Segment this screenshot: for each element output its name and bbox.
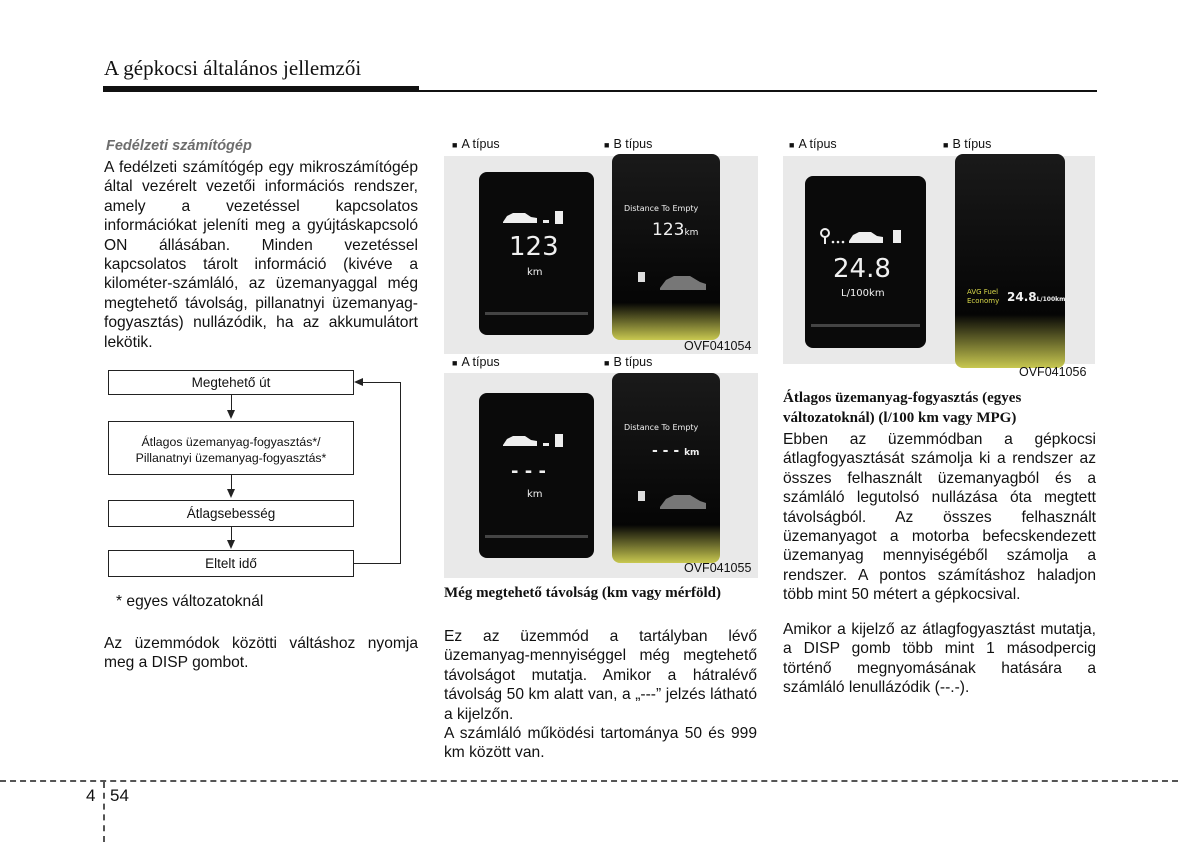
car-fuel-icon xyxy=(499,431,569,451)
figure-code: OVF041054 xyxy=(684,339,752,353)
type-a-label: ■ A típus xyxy=(452,355,500,369)
page-header-title: A gépkocsi általános jellemzői xyxy=(104,56,362,80)
figure-code: OVF041055 xyxy=(684,561,752,575)
flow-step-fuel-line2: Pillanatnyi üzemanyag-fogyasztás* xyxy=(135,451,327,465)
flow-step-elapsed-time xyxy=(108,550,354,577)
display-lower-bar xyxy=(485,535,588,538)
avg-fuel-label: AVG Fuel Economy xyxy=(967,288,1000,305)
flow-step-fuel-line1: Átlagos üzemanyag-fogyasztás*/ xyxy=(141,435,321,449)
display-type-b xyxy=(955,154,1065,368)
flow-return-line xyxy=(362,382,401,383)
disp-note: Az üzemmódok közötti váltáshoz nyomja meg a DISP gombot. xyxy=(104,635,418,672)
fuel-pump-icon xyxy=(638,491,645,501)
flow-step-avg-speed-label: Átlagsebesség xyxy=(186,506,276,521)
chapter-number: 4 xyxy=(86,786,96,805)
display-type-a xyxy=(479,172,594,335)
display-lower-bar xyxy=(485,312,588,315)
avg-fuel-subheading: Átlagos üzemanyag-fogyasztás (egyes változatoknál) (l/100 km vagy MPG) xyxy=(783,390,1022,426)
avg-fuel-value: 24.8 xyxy=(833,254,891,284)
car-fuel-icon xyxy=(499,208,569,228)
intro-paragraph: A fedélzeti számítógép egy mikroszámítógép által vezérelt vezetői információs rendszer, amely a vezetéssel kapcsolatos információkat jeleníti meg a gyújtáskapcsoló ON állásában. Minden vezetéssel kapcsolatos tárolt információ (kivéve a kilométer-számláló, az üzemanyaggal még megtehető távolság, pillanatnyi üzemanyag-fogyasztás) nullázódik, ha az akkumulátort lekötik. xyxy=(104,159,418,351)
avg-fuel-value: 24.8L/100km xyxy=(1007,290,1065,304)
footer-dashed-divider xyxy=(103,782,105,842)
distance-paragraph-2: A számláló működési tartománya 50 és 999 km között van. xyxy=(444,725,757,762)
avg-fuel-paragraph-1: Ebben az üzemmódban a gépkocsi átlagfogyasztását számolja ki a rendszer az összes felhasznált üzemanyagból és a számláló legutolsó nullázása óta megtett távolságból. Az összes felhasznált üzemanyagot a motorba befecskendezett üzemanyag mennyiségéből számolja a rendszer. A pontos számításhoz haladjon több mint 50 métert a gépkocsival. xyxy=(783,431,1096,604)
car-icon xyxy=(658,270,708,294)
car-icon xyxy=(658,489,708,513)
distance-value: - - - xyxy=(511,461,546,482)
display-type-a xyxy=(805,176,926,348)
avg-fuel-paragraph-2: Amikor a kijelző az átlagfogyasztást mutatja, a DISP gomb több mint 1 másodpercig történő megnyomásának hatására a számláló lenullázódik (--.-). xyxy=(783,621,1096,697)
key-car-fuel-icon xyxy=(819,226,909,246)
display-type-a xyxy=(479,393,594,558)
type-b-label: ■ B típus xyxy=(943,137,992,151)
flow-arrow-head xyxy=(227,540,235,549)
distance-paragraph-1: Ez az üzemmód a tartályban lévő üzemanyag-mennyiséggel még megtehető távolságot mutatja. Amikor a hátralévő távolság 50 km alatt van, a „---” jelzés látható a kijelzőn. xyxy=(444,628,757,723)
display-type-b xyxy=(612,373,720,563)
footer-dashed-rule xyxy=(0,780,1178,782)
flow-step-distance-label: Megtehető út xyxy=(191,375,271,390)
flow-arrow xyxy=(231,527,232,541)
distance-to-empty-label: Distance To Empty xyxy=(624,204,699,213)
page-number: 54 xyxy=(110,786,129,805)
flow-return-line xyxy=(400,382,401,564)
figure-code: OVF041056 xyxy=(1019,365,1087,379)
distance-value: 123km xyxy=(652,220,699,240)
flow-arrow-head xyxy=(227,489,235,498)
figure-avg-fuel xyxy=(783,136,1095,382)
flow-arrow xyxy=(231,475,232,490)
distance-value: 123 xyxy=(509,232,559,262)
fuel-pump-icon xyxy=(638,272,645,282)
header-rule-thick xyxy=(103,86,419,92)
flow-step-elapsed-time-label: Eltelt idő xyxy=(205,556,257,571)
flow-step-distance xyxy=(108,370,354,395)
flow-return-arrow-head xyxy=(354,378,363,386)
figure-distance-top xyxy=(444,136,758,354)
figure-distance-bottom xyxy=(444,355,758,578)
distance-to-empty-label: Distance To Empty xyxy=(624,423,699,432)
distance-unit: km xyxy=(527,267,543,278)
flow-arrow xyxy=(231,395,232,411)
footnote: * egyes változatoknál xyxy=(116,593,264,610)
type-a-label: ■ A típus xyxy=(789,137,837,151)
header-rule-thin xyxy=(419,90,1097,92)
section-heading: Fedélzeti számítógép xyxy=(106,138,252,154)
type-a-label: ■ A típus xyxy=(452,137,500,151)
distance-value: - - - km xyxy=(652,443,700,459)
avg-fuel-unit: L/100km xyxy=(841,288,885,299)
type-b-label: ■ B típus xyxy=(604,137,653,151)
flow-return-line xyxy=(354,563,401,564)
flow-step-avg-speed xyxy=(108,500,354,527)
flow-arrow-head xyxy=(227,410,235,419)
display-type-b xyxy=(612,154,720,340)
display-lower-bar xyxy=(811,324,920,327)
distance-subheading: Még megtehető távolság (km vagy mérföld) xyxy=(444,585,722,601)
type-b-label: ■ B típus xyxy=(604,355,653,369)
flow-step-fuel-consumption xyxy=(108,421,354,475)
distance-unit: km xyxy=(527,489,543,500)
